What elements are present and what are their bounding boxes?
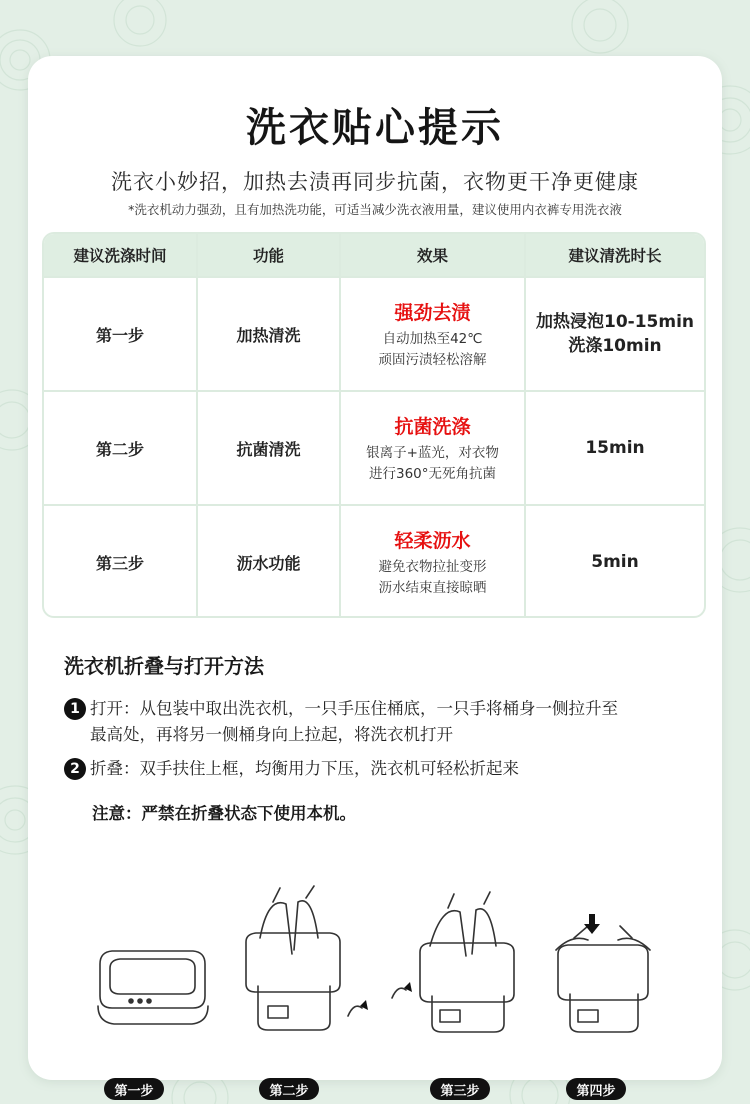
table-header-row [44,234,704,276]
instruction-text [90,756,519,782]
effect-line: 避免衣物拉扯变形 [378,558,487,575]
table-row [44,276,704,390]
instruction-text [90,696,618,748]
tips-card [28,56,722,1099]
washer-folded-illustration [98,951,208,1024]
washing-steps-table [42,232,706,618]
header-function: 功能 [196,234,339,276]
effect-line: 银离子+蓝光，对衣物 [366,444,499,461]
instruction-item [64,756,519,782]
effect-cell [339,278,524,390]
duration-line: 洗涤10min [568,336,662,356]
header-effect: 效果 [339,234,524,276]
duration-cell [524,278,704,390]
step-number-badge: 2 [64,758,86,780]
header-time: 建议洗涤时间 [73,247,167,265]
step-badge-3: 第三步 [430,1078,490,1100]
table-row [44,390,704,504]
subtitle: 洗衣小妙招，加热去渍再同步抗菌，衣物更干净更健康 [111,170,639,194]
table-row [44,504,704,618]
step-label: 第三步 [95,553,144,573]
effect-line: 顽固污渍轻松溶解 [378,351,487,368]
step-badge-4: 第四步 [566,1078,626,1100]
washer-fold-step4-illustration [556,926,650,1032]
effect-cell [339,392,524,504]
header-duration: 建议清洗时长 [524,234,704,276]
function-label: 沥水功能 [196,506,339,618]
down-arrow-icon [584,914,600,934]
duration-cell [524,392,704,504]
instruction-line: 最高处，再将另一侧桶身向上拉起，将洗衣机打开 [90,725,453,744]
instruction-line: 折叠：双手扶住上框，均衡用力下压，洗衣机可轻松折起来 [90,759,519,778]
step-label: 第二步 [95,439,144,459]
step-label: 第一步 [95,325,144,345]
instruction-item [64,696,618,748]
duration-line: 加热浸泡10-15min [535,312,694,332]
folding-illustrations [28,846,722,1099]
effect-title: 抗菌洗涤 [394,415,471,438]
effect-line: 沥水结束直接晾晒 [378,579,487,596]
duration-cell [524,506,704,618]
page-title: 洗衣贴心提示 [246,105,504,151]
function-label: 抗菌清洗 [196,392,339,504]
duration-line: 5min [591,552,639,572]
washer-open-step2-illustration [246,886,362,1030]
effect-line: 进行360°无死角抗菌 [368,465,497,482]
curved-arrow-icon [360,982,412,1010]
warning-text: 注意：严禁在折叠状态下使用本机。 [92,804,356,823]
instruction-line: 打开：从包装中取出洗衣机，一只手压住桶底，一只手将桶身一侧拉升至 [90,699,618,718]
function-label: 加热清洗 [196,278,339,390]
section-title: 洗衣机折叠与打开方法 [64,654,264,678]
step-number-badge: 1 [64,698,86,720]
washer-illustration-svg [28,846,722,1076]
step-badge-1: 第一步 [104,1078,164,1100]
washer-open-step3-illustration [392,892,514,1032]
effect-line: 自动加热至42℃ [382,330,483,347]
duration-line: 15min [585,438,645,458]
effect-title: 强劲去渍 [394,301,471,324]
step-badge-2: 第二步 [259,1078,319,1100]
effect-title: 轻柔沥水 [394,529,471,552]
effect-cell [339,506,524,618]
usage-note: *洗衣机动力强劲，且有加热洗功能，可适当减少洗衣液用量，建议使用内衣裤专用洗衣液 [128,202,622,217]
